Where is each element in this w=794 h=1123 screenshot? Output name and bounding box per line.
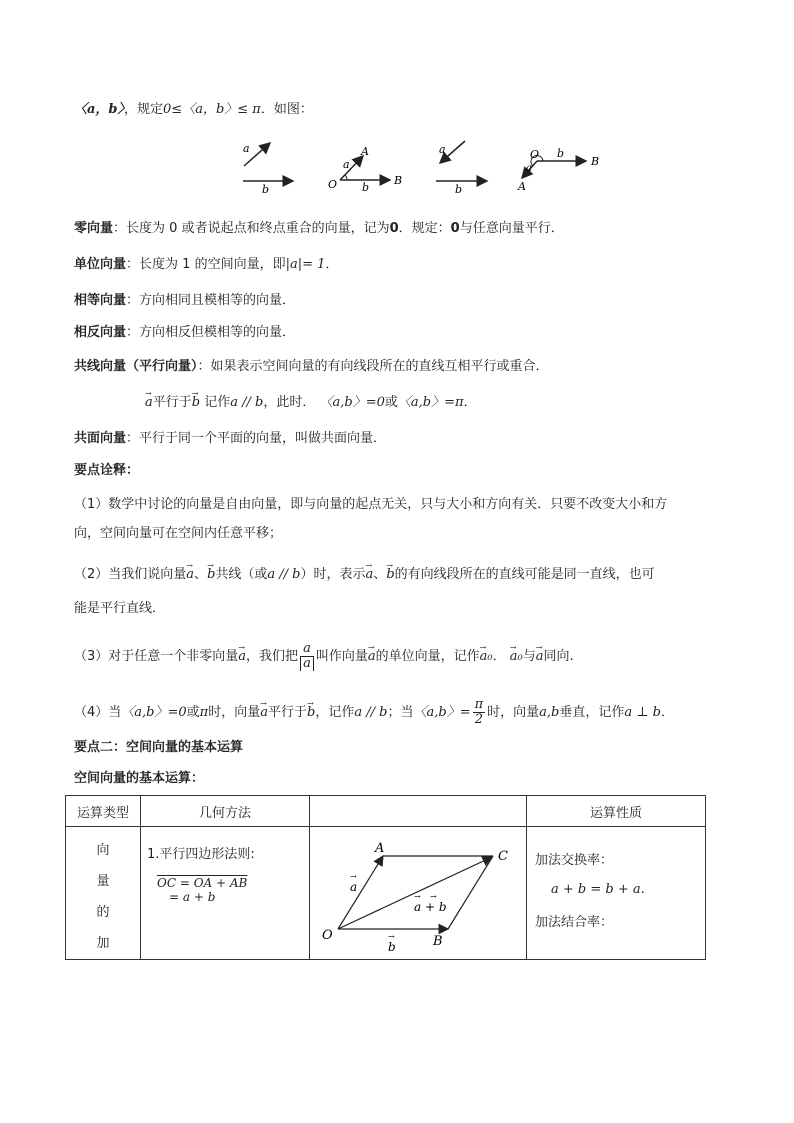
unit-vector-fraction: $\frac{a}{a}$	[300, 642, 314, 671]
figure-angle-acute	[328, 145, 402, 194]
angle-figures	[0, 130, 794, 210]
svg-text:→: →	[388, 932, 395, 941]
fig4-label-A: A	[518, 180, 526, 193]
coplanar-vector-definition: 共面向量：平行于同一个平面的向量，叫做共面向量．	[74, 431, 387, 446]
fig3-label-a: a	[439, 143, 446, 156]
key-points-title: 要点诠释：	[74, 463, 140, 478]
figure-angle-zero	[243, 142, 293, 196]
table-row	[66, 827, 706, 960]
header-blank	[310, 796, 527, 827]
header-properties: 运算性质	[527, 796, 706, 827]
diagram-label-sum: a + b	[414, 900, 447, 914]
fig2-label-B: B	[394, 174, 403, 187]
unit-vector-formula: |a|= 1	[285, 257, 326, 272]
prop-commutative: 加法交换率：	[535, 853, 614, 868]
fig4-label-O: O	[530, 148, 540, 161]
diagram-label-b: b	[388, 940, 396, 954]
fig1-label-a: a	[243, 142, 250, 155]
op-type-vertical-text: 向 量 的 加	[96, 843, 110, 951]
diagram-label-O: O	[322, 928, 333, 943]
svg-text:→: →	[430, 892, 437, 901]
header-method: 几何方法	[141, 796, 310, 827]
diagram-label-B: B	[433, 934, 443, 949]
section-2-subtitle: 空间向量的基本运算：	[74, 771, 205, 786]
svg-text:→: →	[414, 892, 421, 901]
method-title: 1.平行四边形法则:	[147, 847, 255, 862]
fig1-label-b: b	[262, 183, 270, 196]
fig2-label-A: A	[361, 145, 369, 158]
point-4: （4）当〈a,b〉=0或π时，向量→ a平行于→ b，记作a // b；当〈a,b〉= $\frac{\pi}{2}$ 时，向量a,b垂直，记作a ⊥ b．	[74, 698, 674, 727]
fig2-label-O: O	[328, 178, 338, 191]
point-2-line-1: （2）当我们说向量→ a、→ b共线（或a // b）时，表示→ a、→ b的有向线段所在的直线可能是同一直线，也可	[74, 566, 655, 584]
point-1-line-1: （1）数学中讨论的向量是自由向量，即与向量的起点无关，只与大小和方向有关．只要不改变大小和方	[74, 497, 668, 512]
point-1-line-2: 向，空间向量可在空间内任意平移；	[74, 526, 283, 541]
fig4-label-b: b	[557, 147, 565, 160]
opposite-vector-definition: 相反向量：方向相反但模相等的向量．	[74, 325, 296, 340]
diagram-label-A: A	[375, 841, 385, 856]
diagram-label-C: C	[498, 849, 508, 864]
unit-vector-definition: 单位向量：长度为 1 的空间向量，即|a|= 1．	[74, 257, 339, 272]
figure-angle-pi	[436, 141, 487, 196]
prop-associative: 加法结合率：	[535, 915, 614, 930]
method-cell	[141, 827, 310, 960]
diagram-label-a: a	[350, 880, 358, 894]
op-type-cell	[66, 827, 141, 960]
fig2-label-b: b	[362, 181, 370, 194]
properties-cell	[527, 827, 706, 960]
method-eq-2: = a + b	[169, 890, 216, 904]
method-eq-1: OC = OA + AB	[157, 876, 248, 890]
parallelogram-diagram	[310, 827, 526, 955]
angle-ab: 〈a，b〉	[74, 102, 125, 117]
table-header-row	[66, 796, 706, 827]
diagram-cell	[310, 827, 527, 960]
zero-vector-definition: 零向量：长度为 0 或者说起点和终点重合的向量，记为0．规定：0与任意向量平行．	[74, 221, 564, 236]
angle-definition-line: 〈a，b〉，规定0≤〈a，b〉≤ π．如图：	[74, 102, 313, 117]
section-2-title: 要点二：空间向量的基本运算	[74, 740, 244, 755]
header-op-type: 运算类型	[66, 796, 141, 827]
fig3-label-b: b	[455, 183, 463, 196]
pi-over-two-fraction: $\frac{\pi}{2}$	[474, 697, 484, 727]
angle-range: 0≤〈a，b〉≤ π	[163, 102, 261, 117]
operations-table	[65, 795, 706, 960]
figure-angle-obtuse	[517, 147, 599, 193]
prop-commutative-eq: a + b = b + a.	[551, 882, 645, 897]
fig2-label-a: a	[343, 158, 350, 171]
fig4-label-B: B	[591, 155, 600, 168]
svg-text:→: →	[350, 872, 357, 881]
collinear-vector-definition: 共线向量（平行向量）：如果表示空间向量的有向线段所在的直线互相平行或重合．	[74, 359, 549, 374]
point-2-line-2: 能是平行直线．	[74, 601, 166, 616]
equal-vector-definition: 相等向量：方向相同且模相等的向量．	[74, 293, 296, 308]
fig4-label-a: a	[526, 163, 532, 174]
point-3: （3）对于任意一个非零向量→ a，我们把 $\frac{a}{a}$ 叫作向量→ a的单位向量，记作→ a₀． → a₀与→ a同向.	[74, 642, 574, 671]
collinear-note: → a平行于→ b 记作a // b，此时． 〈a,b〉=0或〈a,b〉=π．	[145, 394, 477, 412]
